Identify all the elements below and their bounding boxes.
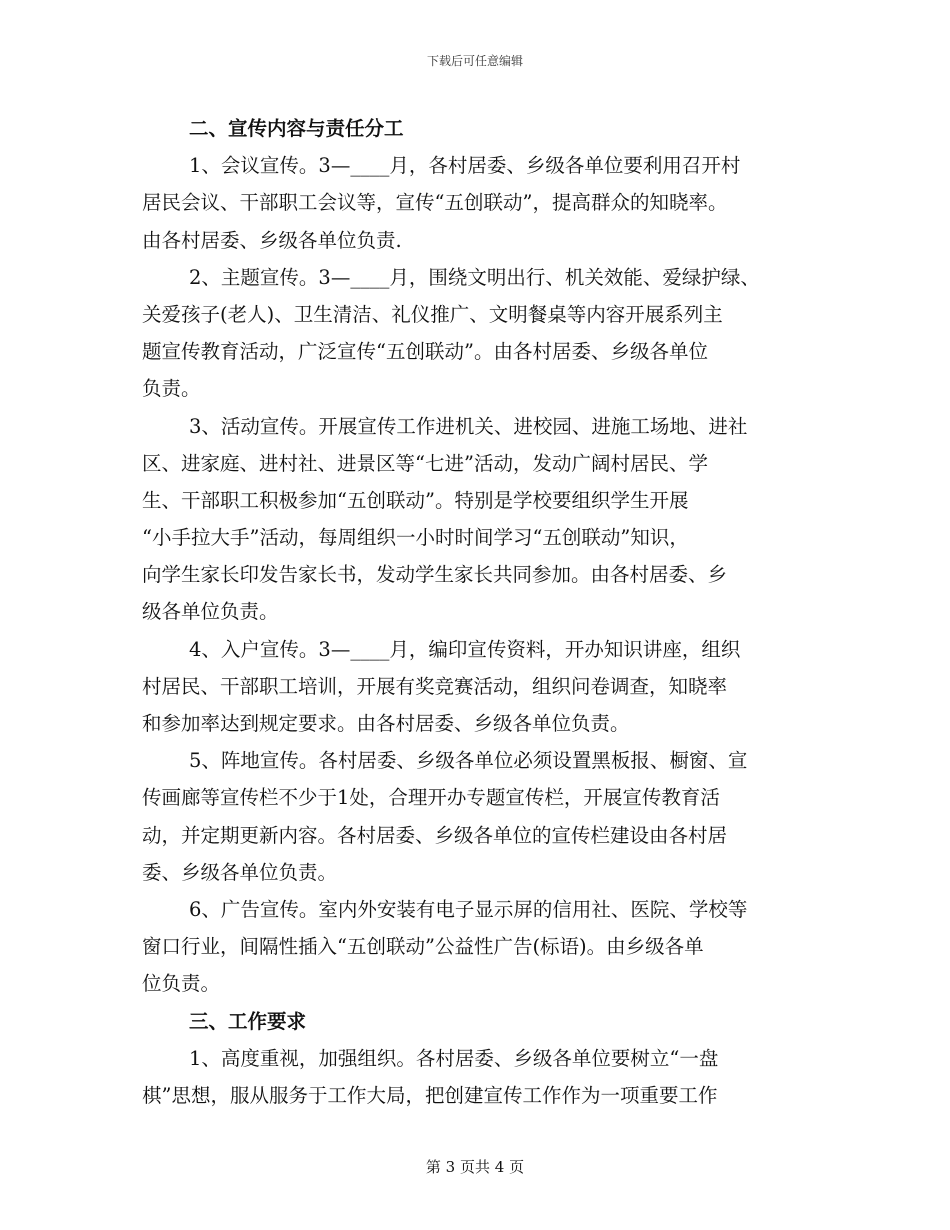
paragraph-line: 1、会议宣传。3—____月，各村居委、乡级各单位要利用召开村 bbox=[189, 154, 741, 178]
page-header: 下载后可任意编辑 bbox=[426, 54, 523, 68]
paragraph-line: 6、广告宣传。室内外安装有电子显示屏的信用社、医院、学校等 bbox=[189, 897, 748, 921]
paragraph-line: 生、干部职工积极参加“五创联动”。特别是学校要组织学生开展 bbox=[142, 488, 689, 512]
paragraph-line: 棋”思想，服从服务于工作大局，把创建宣传工作作为一项重要工作 bbox=[142, 1083, 718, 1107]
paragraph-line: 题宣传教育活动，广泛宣传“五创联动”。由各村居委、乡级各单位 bbox=[142, 340, 708, 364]
paragraph-line: 由各村居委、乡级各单位负责. bbox=[142, 228, 402, 252]
paragraph-line: “小手拉大手”活动，每周组织一小时时间学习“五创联动”知识， bbox=[142, 526, 689, 550]
paragraph-line: 5、阵地宣传。各村居委、乡级各单位必须设置黑板报、橱窗、宣 bbox=[189, 749, 748, 773]
paragraph-line: 3、活动宣传。开展宣传工作进机关、进校园、进施工场地、进社 bbox=[189, 414, 748, 438]
paragraph-line: 关爱孩子(老人)、卫生清洁、礼仪推广、文明餐桌等内容开展系列主 bbox=[142, 302, 723, 326]
paragraph-line: 1、高度重视，加强组织。各村居委、乡级各单位要树立“一盘 bbox=[189, 1046, 719, 1070]
paragraph-line: 位负责。 bbox=[142, 972, 221, 996]
paragraph-line: 和参加率达到规定要求。由各村居委、乡级各单位负责。 bbox=[142, 712, 630, 735]
paragraph-line: 负责。 bbox=[142, 377, 201, 401]
paragraph-line: 级各单位负责。 bbox=[142, 600, 279, 624]
paragraph-line: 传画廊等宣传栏不少于1处，合理开办专题宣传栏，开展宣传教育活 bbox=[142, 786, 720, 810]
paragraph-line: 村居民、干部职工培训，开展有奖竞赛活动，组织问卷调查，知晓率 bbox=[142, 674, 728, 698]
paragraph-line: 居民会议、干部职工会议等，宣传“五创联动”，提高群众的知晓率。 bbox=[142, 191, 728, 215]
paragraph-line: 委、乡级各单位负责。 bbox=[142, 860, 338, 884]
paragraph-line: 4、入户宣传。3—____月，编印宣传资料，开办知识讲座，组织 bbox=[189, 637, 741, 661]
page-footer: 第 3 页共 4 页 bbox=[425, 1158, 525, 1176]
paragraph-line: 窗口行业，间隔性插入“五创联动”公益性广告(标语)。由乡级各单 bbox=[142, 935, 704, 959]
paragraph-line: 区、进家庭、进村社、进景区等“七进”活动，发动广阔村居民、学 bbox=[142, 451, 708, 475]
section-heading: 二、宣传内容与责任分工 bbox=[189, 117, 404, 140]
paragraph-line: 2、主题宣传。3—____月，围绕文明出行、机关效能、爱绿护绿、 bbox=[189, 265, 760, 289]
paragraph-line: 向学生家长印发告家长书，发动学生家长共同参加。由各村居委、乡 bbox=[142, 563, 728, 587]
paragraph-line: 动，并定期更新内容。各村居委、乡级各单位的宣传栏建设由各村居 bbox=[142, 823, 728, 847]
document-body bbox=[142, 113, 808, 1117]
section-heading: 三、工作要求 bbox=[189, 1009, 307, 1033]
